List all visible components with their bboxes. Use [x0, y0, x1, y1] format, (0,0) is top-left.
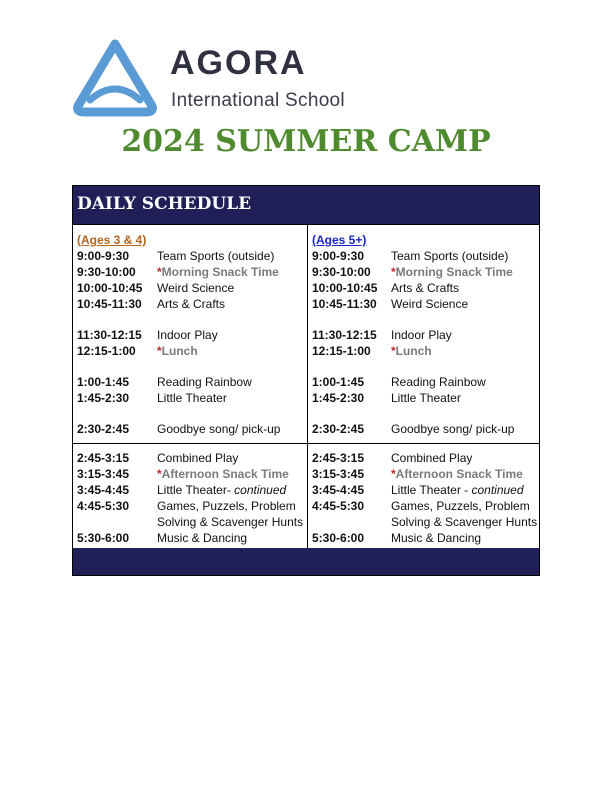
schedule-row — [77, 466, 307, 482]
schedule-row — [312, 450, 542, 466]
schedule-row — [77, 421, 307, 437]
activity-text: Arts & Crafts — [391, 281, 460, 295]
asterisk-marker: * — [157, 265, 162, 279]
schedule-header: DAILY SCHEDULE — [77, 194, 252, 214]
activity — [391, 264, 513, 280]
activity — [391, 390, 461, 406]
activity-text: Solving & Scavenger Hunts — [391, 515, 538, 529]
activity-note: continued — [468, 483, 524, 497]
activity-text: Goodbye song/ pick-up — [391, 422, 515, 436]
schedule-row — [312, 280, 542, 296]
activity — [157, 248, 274, 264]
activity-text: Lunch — [161, 344, 198, 358]
time-slot: 3:15-3:45 — [77, 467, 130, 481]
schedule-row — [312, 530, 542, 546]
school-logo — [70, 38, 370, 118]
schedule-row — [312, 327, 542, 343]
activity — [391, 327, 452, 343]
schedule-row — [312, 264, 542, 280]
schedule-row — [312, 296, 542, 312]
time-slot: 3:15-3:45 — [312, 467, 365, 481]
activity — [157, 296, 225, 312]
row-gap — [77, 406, 307, 421]
schedule-row — [312, 343, 542, 359]
time-slot: 4:45-5:30 — [312, 499, 365, 513]
activity — [157, 327, 218, 343]
left-column-morning — [77, 232, 307, 437]
time-slot: 12:15-1:00 — [77, 344, 136, 358]
row-gap — [312, 359, 542, 374]
time-slot: 5:30-6:00 — [77, 531, 130, 545]
schedule-row — [77, 530, 307, 546]
activity — [391, 421, 514, 437]
activity-text: Little Theater - — [391, 483, 469, 497]
activity — [391, 466, 523, 482]
activity-text: Morning Snack Time — [395, 265, 513, 279]
schedule-row — [77, 390, 307, 406]
activity — [391, 498, 530, 514]
schedule-row — [77, 514, 307, 530]
activity-text: Games, Puzzels, Problem — [157, 499, 296, 513]
brand-name: AGORA — [170, 44, 307, 82]
schedule-row — [77, 296, 307, 312]
activity-text: Combined Play — [391, 451, 473, 465]
time-slot: 3:45-4:45 — [312, 483, 365, 497]
activity-text: Solving & Scavenger Hunts — [157, 515, 304, 529]
activity — [391, 482, 524, 498]
time-slot: 3:45-4:45 — [77, 483, 130, 497]
time-slot: 11:30-12:15 — [77, 328, 142, 342]
schedule-footer-bar — [73, 548, 539, 575]
schedule-row — [312, 248, 542, 264]
schedule-row — [77, 280, 307, 296]
age-label-left: (Ages 3 & 4) — [77, 233, 147, 247]
schedule-row — [77, 374, 307, 390]
brand-subtitle: International School — [171, 90, 345, 111]
asterisk-marker: * — [391, 467, 396, 481]
schedule-row — [77, 343, 307, 359]
activity — [391, 514, 537, 530]
activity-text: Music & Dancing — [391, 531, 482, 545]
schedule-row — [77, 248, 307, 264]
activity-text: Indoor Play — [157, 328, 218, 342]
time-slot: 2:30-2:45 — [77, 422, 130, 436]
schedule-row — [77, 450, 307, 466]
time-slot: 11:30-12:15 — [312, 328, 377, 342]
activity-text: Goodbye song/ pick-up — [157, 422, 281, 436]
schedule-row — [312, 498, 542, 514]
activity — [157, 482, 286, 498]
activity-text: Weird Science — [157, 281, 235, 295]
activity — [157, 343, 198, 359]
activity-text: Team Sports (outside) — [391, 249, 509, 263]
schedule-row — [77, 482, 307, 498]
activity-text: Arts & Crafts — [157, 297, 226, 311]
schedule-row — [77, 264, 307, 280]
time-slot: 10:45-11:30 — [312, 297, 377, 311]
schedule-table — [72, 185, 540, 576]
activity — [391, 343, 432, 359]
activity — [157, 530, 247, 546]
triangle-logo-icon — [70, 38, 160, 118]
row-gap — [312, 406, 542, 421]
activity-text: Reading Rainbow — [391, 375, 486, 389]
activity-note: continued — [230, 483, 287, 497]
time-slot: 1:00-1:45 — [77, 375, 130, 389]
activity — [391, 248, 508, 264]
row-gap — [312, 312, 542, 327]
asterisk-marker: * — [391, 265, 396, 279]
activity — [157, 450, 238, 466]
left-column-afternoon — [77, 450, 307, 546]
right-column-afternoon — [312, 450, 542, 546]
activity — [391, 530, 481, 546]
activity-text: Little Theater — [157, 391, 227, 405]
schedule-header-bar — [73, 186, 539, 224]
activity-text: Afternoon Snack Time — [161, 467, 289, 481]
divider — [73, 224, 539, 225]
activity — [157, 264, 279, 280]
schedule-row — [77, 327, 307, 343]
activity — [157, 466, 289, 482]
time-slot: 5:30-6:00 — [312, 531, 365, 545]
time-slot: 2:30-2:45 — [312, 422, 365, 436]
activity-text: Little Theater- — [157, 483, 231, 497]
activity — [391, 280, 459, 296]
activity-text: Indoor Play — [391, 328, 452, 342]
column-divider — [307, 224, 308, 550]
time-slot: 1:45-2:30 — [77, 391, 130, 405]
asterisk-marker: * — [157, 467, 162, 481]
activity — [391, 296, 468, 312]
asterisk-marker: * — [391, 344, 396, 358]
activity — [157, 514, 303, 530]
schedule-row — [312, 421, 542, 437]
age-label-right: (Ages 5+) — [312, 233, 367, 247]
time-slot: 2:45-3:15 — [312, 451, 365, 465]
activity-text: Games, Puzzels, Problem — [391, 499, 530, 513]
right-column-morning — [312, 232, 542, 437]
activity — [157, 374, 252, 390]
activity — [157, 498, 296, 514]
activity-text: Little Theater — [391, 391, 461, 405]
activity-text: Combined Play — [157, 451, 239, 465]
activity — [157, 280, 234, 296]
activity — [157, 421, 280, 437]
schedule-row — [312, 466, 542, 482]
activity-text: Weird Science — [391, 297, 469, 311]
time-slot: 1:00-1:45 — [312, 375, 365, 389]
row-gap — [77, 312, 307, 327]
schedule-row — [312, 482, 542, 498]
time-slot: 2:45-3:15 — [77, 451, 130, 465]
schedule-row — [312, 514, 542, 530]
time-slot: 10:00-10:45 — [312, 281, 378, 295]
time-slot: 1:45-2:30 — [312, 391, 365, 405]
schedule-row — [312, 374, 542, 390]
activity — [391, 450, 472, 466]
time-slot: 10:00-10:45 — [77, 281, 143, 295]
section-divider — [73, 443, 539, 444]
asterisk-marker: * — [157, 344, 162, 358]
time-slot: 9:30-10:00 — [312, 265, 371, 279]
row-gap — [77, 359, 307, 374]
activity-text: Team Sports (outside) — [157, 249, 275, 263]
activity-text: Morning Snack Time — [161, 265, 279, 279]
activity — [157, 390, 227, 406]
activity — [391, 374, 486, 390]
activity-text: Afternoon Snack Time — [395, 467, 523, 481]
activity-text: Reading Rainbow — [157, 375, 252, 389]
activity-text: Music & Dancing — [157, 531, 248, 545]
time-slot: 9:30-10:00 — [77, 265, 136, 279]
time-slot: 12:15-1:00 — [312, 344, 371, 358]
activity-text: Lunch — [395, 344, 432, 358]
time-slot: 9:00-9:30 — [77, 249, 130, 263]
time-slot: 9:00-9:30 — [312, 249, 365, 263]
time-slot: 10:45-11:30 — [77, 297, 142, 311]
schedule-row — [77, 498, 307, 514]
time-slot: 4:45-5:30 — [77, 499, 130, 513]
schedule-row — [312, 390, 542, 406]
page-title: 2024 SUMMER CAMP — [121, 124, 491, 159]
